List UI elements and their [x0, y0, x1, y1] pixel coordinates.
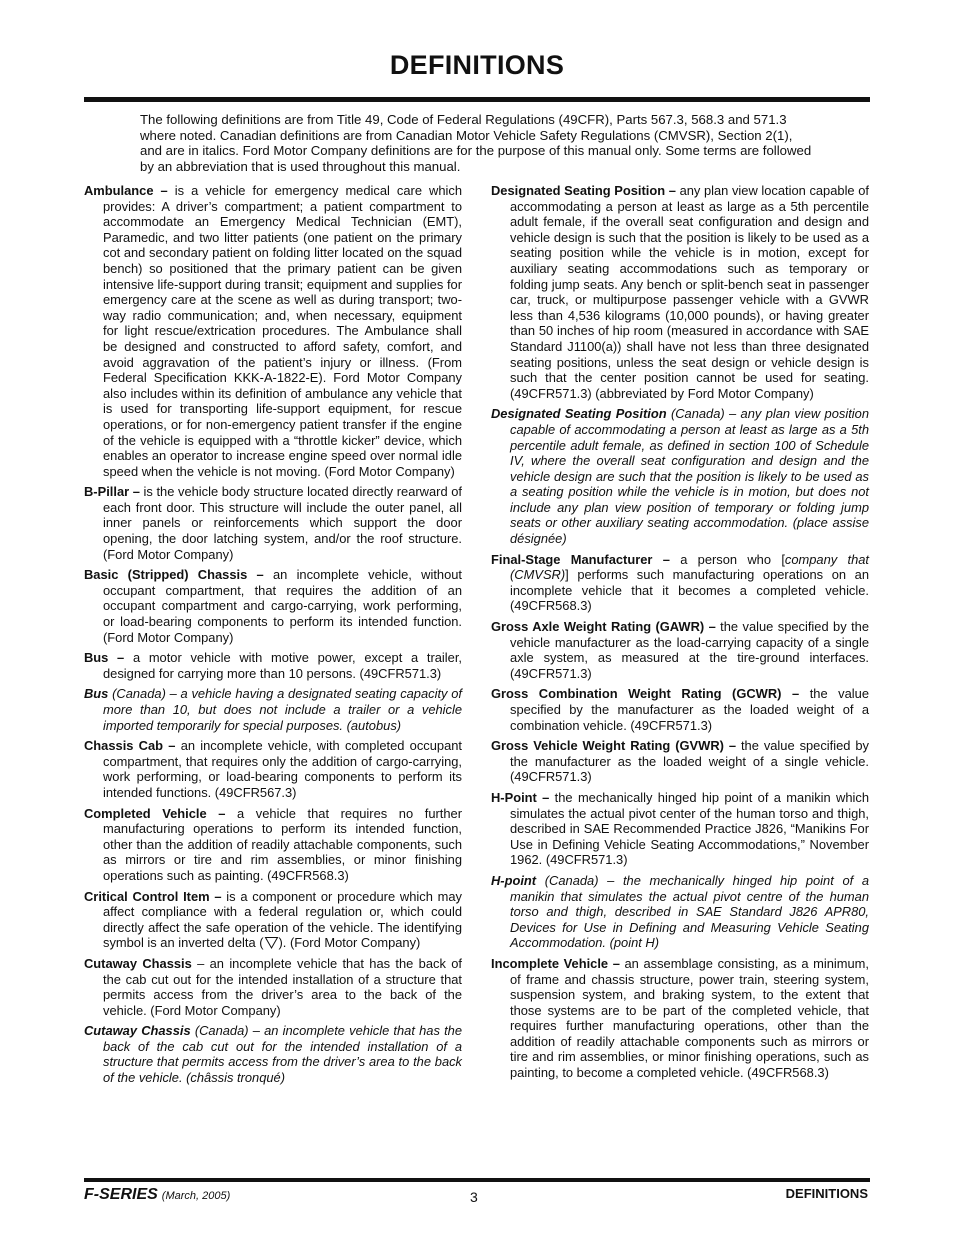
definition-term: Designated Seating Position [491, 406, 667, 422]
definition-term: Ambulance – [84, 183, 168, 198]
definition-entry [491, 956, 869, 1081]
definition-text: an assemblage consisting, as a minimum, of frame and chassis structure, power train, steering system, suspension system, and braking system, to the extent that those systems are to be part of the completed vehicle, that requires further manufacturing operations, other than the addition of readily attachable components such as mirrors or tire and rim assemblies, or minor finishing operations, such as painting, to become a completed vehicle. (49CFR568.3) [510, 955, 869, 1081]
definition-text: the value specified by the vehicle manufacturer as the load-carrying capacity of a single axle system, as measured at the tire-ground interfaces. (49CFR571.3) [510, 619, 869, 681]
footer-section-title: DEFINITIONS [785, 1186, 868, 1201]
definition-entry [84, 956, 462, 1018]
definition-term: H-point [491, 872, 537, 888]
left-column [84, 183, 462, 1091]
definition-text: a vehicle that requires no further manufacturing operations to perform its intended function, other than the addition of readily attachable components, such as mirrors or tire and rim assemblies, or minor finishing operations such as painting. (49CFR568.3) [103, 805, 463, 883]
definition-text-after: ). (Ford Motor Company) [278, 935, 421, 951]
intro-paragraph: The following definitions are from Title 49, Code of Federal Regulations (49CFR), Parts 567.3, 568.3 and 571.3 where noted. Canadian definitions are from Canadian Motor Vehicle Safety Regulations (CMVSR), Section 2(1), and are in italics. Ford Motor Company definitions are for the purpose of this manual only. Some terms are followed by an abbreviation that is used throughout this manual. [140, 112, 812, 174]
header-divider [84, 97, 870, 102]
definition-entry [491, 619, 869, 681]
definition-term: Gross Axle Weight Rating (GAWR) – [491, 619, 716, 635]
definition-text: an incomplete vehicle, without occupant compartment, that requires the addition of an occupant compartment and cargo-carrying, work performing, or load-bearing components to perform its intended function. (Ford Motor Company) [103, 567, 462, 645]
definition-entry [491, 738, 869, 785]
definition-entry [84, 567, 462, 645]
definition-term: Incomplete Vehicle – [491, 955, 620, 971]
definition-term: B-Pillar – [84, 484, 140, 500]
definition-text: is a vehicle for emergency medical care which provides: A driver’s compartment; a patient compartment to accommodate an Emergency Medical Technician (EMT), Paramedic, and two litter patients (one patient on the primary cot and secondary patient on folding litter located on the squad bench) so positioned that the primary patient can be given intensive life-support during transit; equipment and supplies for emergency care at the scene as well as during transport; two-way radio communication; and, when necessary, equipment for light rescue/extrication procedures. The Ambulance shall be designed and constructed to afford safety, comfort, and avoid aggravation of the patient’s injury or illness. (From Federal Specification KKK-A-1822-E). Ford Motor Company also includes within its definition of ambulance any vehicle that is used for transporting life-support equipment, for rescue operations, or for non-emergency patient transfer if the engine of the vehicle is equipped with a “throttle kicker” device, which enables an operator to increase engine speed over normal idle speed when the vehicle is not moving. (Ford Motor Company) [103, 183, 463, 479]
definition-text: (Canada) – the mechanically hinged hip point of a manikin that simulates the actual pivot centre of the human torso and thigh, described in SAE Standard J826 APR80, Devices for Use in Defining and Measuring Vehicle Seating Accommodation. (point H) [510, 872, 869, 951]
definition-text: is the vehicle body structure located directly rearward of each front door. This structure will include the outer panel, all inner panels or reinforcements which support the door opening, the door latching system, and/or the roof structure. (Ford Motor Company) [103, 484, 462, 562]
right-column [491, 183, 869, 1086]
definition-text: the value specified by the manufacturer as the loaded weight of a single vehicle. (49CFR571.3) [510, 738, 869, 785]
definition-term: Gross Vehicle Weight Rating (GVWR) – [491, 738, 737, 754]
definition-text: – an incomplete vehicle that has the back of the cab cut out for the intended installation of a structure that permits access from the driver’s area to the back of the vehicle. (Ford Motor Company) [103, 955, 462, 1018]
definition-entry [84, 1023, 462, 1085]
definition-term: Basic (Stripped) Chassis – [84, 567, 264, 583]
definition-text: (Canada) – an incomplete vehicle that has the back of the cab cut out for the intended installation of a structure that permits access from the driver’s area to the back of the vehicle. (châssis tronqué) [103, 1023, 462, 1086]
footer-brand-name: F-SERIES [84, 1186, 158, 1203]
page-title: DEFINITIONS [389, 50, 565, 80]
definition-entry [84, 686, 462, 733]
definition-term: H-Point – [491, 789, 550, 805]
definition-text: an incomplete vehicle, with completed occupant compartment, that requires only the addition of cargo-carrying, work performing, or load-bearing components to perform its intended functions. (49CFR567.3) [103, 738, 462, 800]
definition-term: Bus – [84, 650, 125, 666]
definition-term: Critical Control Item – [84, 888, 222, 904]
definition-entry [491, 873, 869, 951]
inverted-delta-icon [264, 936, 279, 949]
definition-term: Cutaway Chassis [84, 955, 192, 971]
definition-text: any plan view location capable of accommodating a person at least as large as a 5th percentile adult female, if the overall seat configuration and design and vehicle design is such that the position is likely to be used as a seating position while the vehicle is in motion, except for auxiliary seating accommodations such as temporary or folding jump seats. Any bench or split-bench seat in passenger car, truck, or multipurpose passenger vehicle with a GVWR less than 4,536 kilograms (10,000 pounds), or having greater than 50 inches of hip room (measured in accordance with SAE Standard J1100(a)) shall have not less than three designated seating positions, unless the seat design or vehicle design is such that the center position cannot be used for seating. (49CFR571.3) (abbreviated by Ford Motor Company) [510, 183, 869, 401]
definition-term: Bus [84, 686, 109, 702]
definition-text: is a component or procedure which may affect compliance with a federal regulation or, which could directly affect the safe operation of the vehicle. The identifying symbol is an inverted delta ( [103, 888, 462, 951]
definition-text: the value specified by the manufacturer as the loaded weight of a combination vehicle. (49CFR571.3) [510, 686, 869, 733]
definition-text: a person who [ [669, 551, 785, 567]
definition-text: (Canada) – a vehicle having a designated seating capacity of more than 10, but does not include a trailer or a vehicle imported temporarily for special purposes. (autobus) [103, 686, 462, 733]
footer-brand [84, 1186, 230, 1204]
definition-entry [84, 738, 462, 800]
definition-term: Completed Vehicle – [84, 805, 226, 821]
footer-date: (March, 2005) [161, 1190, 231, 1202]
definition-entry [84, 484, 462, 562]
definition-term: Gross Combination Weight Rating (GCWR) – [491, 686, 800, 702]
definition-entry [491, 406, 869, 546]
definition-entry [84, 650, 462, 681]
definition-entry [84, 889, 462, 951]
definition-entry [491, 686, 869, 733]
definition-entry [84, 183, 462, 479]
definition-entry [491, 790, 869, 868]
definition-entry [84, 806, 462, 884]
definition-entry [491, 552, 869, 614]
definition-entry [491, 183, 869, 401]
definition-term: Designated Seating Position – [491, 183, 676, 198]
definition-term: Chassis Cab – [84, 738, 176, 754]
definition-text-after: ] performs such manufacturing operations on an incomplete vehicle that it becomes a completed vehicle. (49CFR568.3) [510, 567, 869, 614]
page-number: 3 [470, 1189, 478, 1205]
definition-text: a motor vehicle with motive power, except a trailer, designed for carrying more than 10 persons. (49CFR571.3) [103, 650, 462, 681]
definition-text: the mechanically hinged hip point of a manikin which simulates the actual pivot center of the human torso and thigh, described in SAE Recommended Practice J826, “Manikins For Use in Defining Vehicle Seating Accommodations,” November 1962. (49CFR571.3) [510, 789, 870, 868]
definition-term: Cutaway Chassis [84, 1023, 191, 1039]
definition-term: Final-Stage Manufacturer – [491, 551, 670, 567]
definition-text-italic: company that (CMVSR) [510, 551, 870, 583]
definition-text: (Canada) – any plan view position capable of accommodating a person at least as large as a 5th percentile adult female, as defined in section 100 of Schedule IV, where the overall seat configuration and design and the vehicle design are such that the position is likely to be used as a seating position while the vehicle is in motion, but does not include any plan view position of temporary or folding jump seats or other auxiliary seating accommodation. (place assise désignée) [510, 406, 869, 547]
footer-divider [84, 1178, 870, 1182]
